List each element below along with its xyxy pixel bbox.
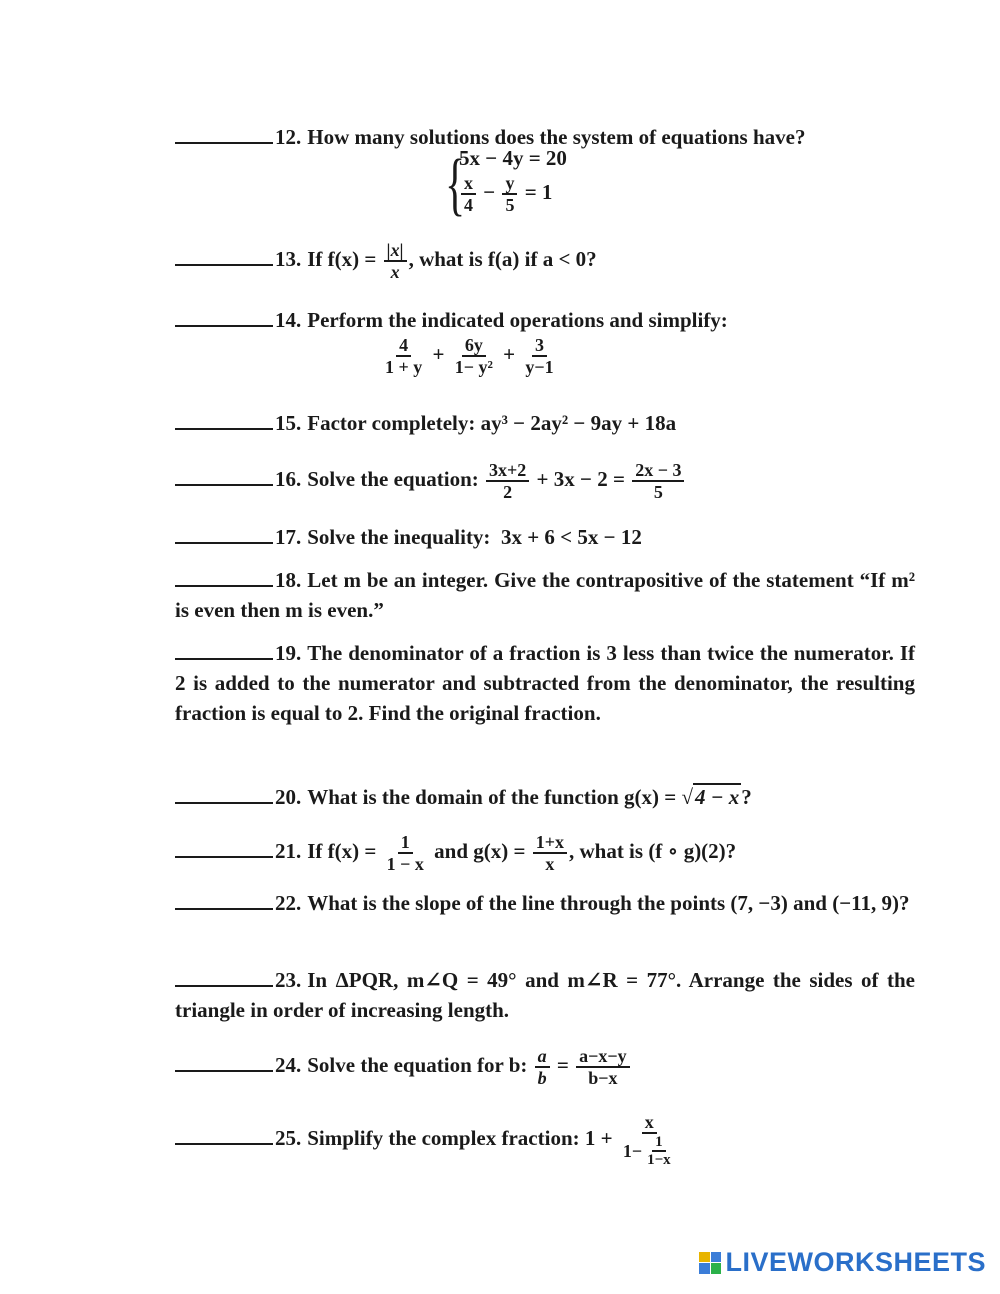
expression: ay³ − 2ay² − 9ay + 18a <box>480 411 677 435</box>
question-17 <box>175 522 915 552</box>
logo-text: LIVEWORKSHEETS <box>725 1247 986 1277</box>
question-text: Factor completely: <box>307 411 476 435</box>
question-number: 17. <box>275 525 302 549</box>
question-20: 20. What is the domain of the function g(x) = √4 − x? <box>175 782 915 812</box>
question-text: How many solutions does the system of equations have? <box>307 125 806 149</box>
question-24: 24. Solve the equation for b: $\frac{a}{b}$ = $\frac{a-x-y}{b-x}$ <box>175 1046 915 1088</box>
function-expression: g(x) = √ <box>624 785 694 809</box>
question-text-end: , what is f(a) if a < 0? <box>408 246 597 271</box>
question-number: 13. <box>275 246 302 271</box>
question-19 <box>175 638 915 728</box>
question-15 <box>175 408 915 438</box>
question-text: What is the domain of the function <box>307 785 619 809</box>
answer-blank[interactable] <box>175 307 273 327</box>
question-number: 23. <box>275 968 302 992</box>
answer-blank[interactable] <box>175 890 273 910</box>
question-number: 18. <box>275 568 302 592</box>
question-number: 14. <box>275 308 302 332</box>
liveworksheets-logo-icon <box>699 1252 721 1274</box>
question-number: 16. <box>275 466 302 491</box>
answer-blank[interactable] <box>175 640 273 660</box>
question-text: If f(x) = <box>307 246 377 271</box>
question-14 <box>175 305 915 335</box>
question-number: 20. <box>275 785 302 809</box>
answer-blank[interactable] <box>175 967 273 987</box>
answer-blank[interactable] <box>175 838 273 858</box>
complex-fraction: x 1− $\frac{1}{1-x}$ <box>622 1112 671 1168</box>
question-text: The denominator of a fraction is 3 less than twice the numerator. If 2 is added to the numerator and subtracted from the denominator, the resulting fraction is equal to 2. Find the original fraction. <box>175 641 915 725</box>
question-23 <box>175 965 915 1025</box>
question-text: Solve the equation for b: <box>307 1052 528 1077</box>
question-text: Simplify the complex fraction: <box>307 1125 580 1150</box>
question-number: 12. <box>275 125 302 149</box>
question-18 <box>175 565 915 625</box>
expression: + 3x − 2 = <box>536 466 625 491</box>
expression-14: $\frac{4}{1 + y}$ + $\frac{6y}{\text{1− y²}}$ + $\frac{3}{y-1}$ <box>385 335 554 377</box>
question-text: If f(x) = <box>307 838 377 863</box>
question-number: 22. <box>275 891 302 915</box>
question-text: Solve the inequality: <box>307 525 491 549</box>
left-brace-icon: { <box>445 146 466 223</box>
question-text: In ΔPQR, m∠Q = 49° and m∠R = 77°. Arrange the sides of the triangle in order of increasing length. <box>175 968 915 1022</box>
question-number: 25. <box>275 1125 302 1150</box>
question-number: 24. <box>275 1052 302 1077</box>
answer-blank[interactable] <box>175 784 273 804</box>
answer-blank[interactable] <box>175 1125 273 1145</box>
answer-blank[interactable] <box>175 466 273 486</box>
answer-blank[interactable] <box>175 1052 273 1072</box>
question-text: Let m be an integer. Give the contrapositive of the statement “If m² is even then m is even.” <box>175 568 915 622</box>
question-25: 25. Simplify the complex fraction: 1 + x 1− $\frac{1}{1-x}$ <box>175 1112 915 1168</box>
answer-blank[interactable] <box>175 410 273 430</box>
question-text: Perform the indicated operations and simplify: <box>307 308 728 332</box>
question-text: What is the slope of the line through the points (7, −3) and (−11, 9)? <box>307 891 910 915</box>
expression: 3x + 6 < 5x − 12 <box>500 525 642 549</box>
radicand: 4 − x <box>695 785 740 809</box>
question-22 <box>175 888 915 918</box>
equation-2: $\frac{x}{4}$ − $\frac{y}{5}$ = 1 <box>459 173 679 215</box>
liveworksheets-logo <box>699 1247 986 1278</box>
equation-1: 5x − 4y = 20 <box>459 146 567 170</box>
question-13 <box>175 240 915 282</box>
question-text: Solve the equation: <box>307 466 479 491</box>
question-21: 21. If f(x) = $\frac{1}{1 - x}$ and g(x) = $\frac{1+x}{x}$ , what is (f ∘ g)(2)? <box>175 832 915 874</box>
question-number: 19. <box>275 641 302 665</box>
answer-blank[interactable] <box>175 124 273 144</box>
question-number: 21. <box>275 838 302 863</box>
fraction: $\frac{|x|}{x}$ <box>384 240 407 282</box>
question-number: 15. <box>275 411 302 435</box>
answer-blank[interactable] <box>175 567 273 587</box>
answer-blank[interactable] <box>175 524 273 544</box>
question-16: 16. Solve the equation: $\frac{3x+2}{2}$ + 3x − 2 = $\frac{2x - 3}{5}$ <box>175 460 915 502</box>
answer-blank[interactable] <box>175 246 273 266</box>
